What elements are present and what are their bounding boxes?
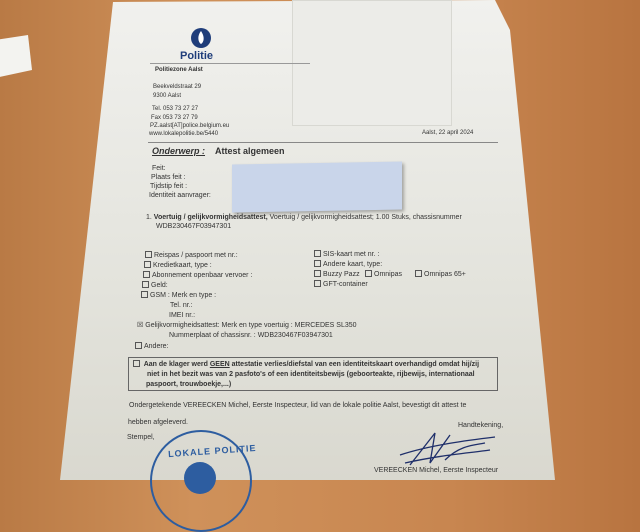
statement-line-1: Ondergetekende VEREECKEN Michel, Eerste Inspecteur, lid van de lokale politie Aalst, bevestigt dit attest te bbox=[129, 402, 467, 409]
field-tijdstip: Tijdstip feit : bbox=[150, 183, 188, 190]
field-identiteit: Identiteit aanvrager: bbox=[149, 192, 211, 199]
fax: Fax 053 73 27 79 bbox=[151, 115, 198, 121]
plate-number: Nummerplaat of chassisnr. : WDB230467F03947301 bbox=[169, 332, 333, 339]
field-plaats: Plaats feit : bbox=[151, 174, 186, 181]
stamp-emblem-icon bbox=[184, 462, 216, 494]
redaction-paper bbox=[232, 162, 402, 213]
document-date: Aalst, 22 april 2024 bbox=[422, 130, 474, 136]
statement-line-2: hebben afgeleverd. bbox=[128, 419, 188, 426]
field-feit: Feit: bbox=[152, 165, 166, 172]
address-city: 9300 Aalst bbox=[153, 93, 182, 99]
divider bbox=[148, 142, 498, 143]
address-street: Beekveldstraat 29 bbox=[153, 84, 202, 90]
note-line-3: paspoort, trouwboekje,...) bbox=[146, 381, 232, 388]
subject-value: Attest algemeen bbox=[215, 146, 285, 156]
signature-label: Handtekening, bbox=[458, 422, 504, 429]
website: www.lokalepolitie.be/5440 bbox=[149, 131, 219, 137]
check-buzzy-pazz[interactable]: Buzzy Pazz bbox=[314, 270, 360, 279]
check-reispas[interactable]: Reispas / paspoort met nr.: bbox=[145, 251, 238, 260]
divider bbox=[150, 63, 310, 64]
item-line: 1. Voertuig / gelijkvormigheidsattest, Voertuig / gelijkvormigheidsattest; 1.00 Stuks, chassisnummer bbox=[146, 214, 462, 221]
zone-name: Politiezone Aalst bbox=[155, 67, 203, 73]
email: PZ.aalst[AT]police.belgium.eu bbox=[150, 123, 230, 129]
signature bbox=[390, 425, 500, 467]
item-chassis: WDB230467F03947301 bbox=[156, 223, 232, 230]
envelope-overlay bbox=[292, 0, 452, 126]
note-line-1[interactable]: Aan de klager werd GEEN attestatie verlies/diefstal van een identiteitskaart overhandigd omdat hij/zij bbox=[133, 360, 479, 369]
check-gelijkvormigheidsattest[interactable]: ☒ Gelijkvormigheidsattest: Merk en type voertuig : MERCEDES SL350 bbox=[137, 322, 357, 329]
check-geld[interactable]: Geld: bbox=[142, 281, 168, 290]
stamp-text: LOKALE POLITIE bbox=[167, 442, 257, 460]
check-gft[interactable]: GFT-container bbox=[314, 280, 368, 289]
gsm-tel: Tel. nr.: bbox=[170, 302, 193, 309]
check-andere[interactable]: Andere: bbox=[135, 342, 169, 351]
check-omnipas[interactable]: Omnipas bbox=[365, 270, 402, 279]
subject-label: Onderwerp : bbox=[152, 146, 206, 156]
check-abonnement[interactable]: Abonnement openbaar vervoer : bbox=[143, 271, 252, 280]
phone: Tel. 053 73 27 27 bbox=[152, 106, 199, 112]
police-logo-icon bbox=[190, 27, 212, 49]
check-andere-kaart[interactable]: Andere kaart, type: bbox=[314, 260, 382, 269]
signer-name: VEREECKEN Michel, Eerste Inspecteur bbox=[374, 467, 499, 474]
stamp-label: Stempel, bbox=[127, 434, 155, 441]
check-sis[interactable]: SIS-kaart met nr. : bbox=[314, 250, 379, 259]
check-kredietkaart[interactable]: Kredietkaart, type : bbox=[144, 261, 212, 270]
check-gsm[interactable]: GSM : Merk en type : bbox=[141, 291, 216, 300]
check-omnipas-65[interactable]: Omnipas 65+ bbox=[415, 270, 466, 279]
gsm-imei: IMEI nr.: bbox=[169, 312, 196, 319]
brand-name: Politie bbox=[180, 50, 214, 62]
note-line-2: niet in het bezit was van 2 pasfoto's of een identiteitsbewijs (geboorteakte, rijbewijs, internationaal bbox=[147, 371, 475, 378]
